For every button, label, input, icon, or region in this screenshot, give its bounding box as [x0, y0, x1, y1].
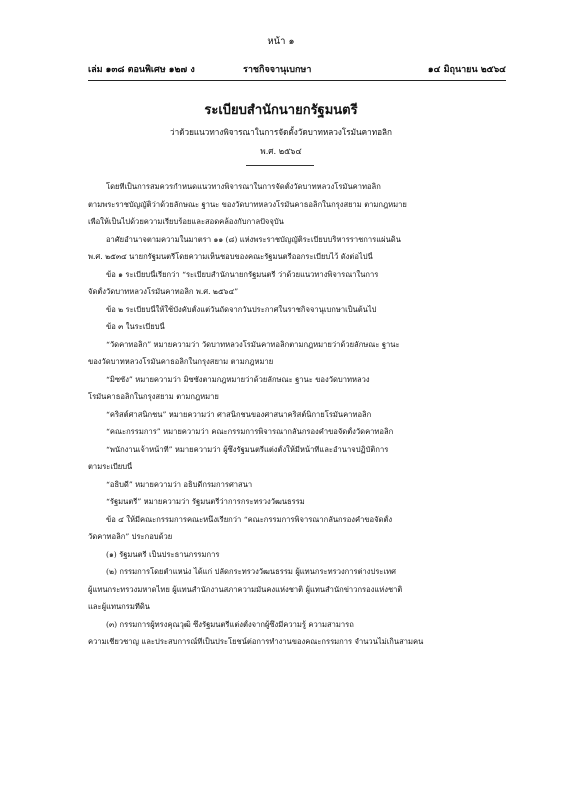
- body-line: “รัฐมนตรี” หมายความว่า รัฐมนตรีว่าการกระทรวงวัฒนธรรม: [106, 497, 305, 506]
- header-rule: [88, 80, 506, 81]
- body-line: เพื่อให้เป็นไปด้วยความเรียบร้อยและสอดคล้องกับกาลปัจจุบัน: [88, 217, 284, 226]
- document-year: พ.ศ. ๒๕๖๔: [260, 146, 302, 156]
- body-line: พ.ศ. ๒๕๓๔ นายกรัฐมนตรีโดยความเห็นชอบของคณะรัฐมนตรีออกระเบียบไว้ ดังต่อไปนี้: [88, 252, 373, 261]
- body-line: “วัดคาทอลิก” หมายความว่า วัดบาทหลวงโรมันคาทอลิกตามกฎหมายว่าด้วยลักษณะ ฐานะ: [106, 339, 400, 349]
- body-line: (๓) กรรมการผู้ทรงคุณวุฒิ ซึ่งรัฐมนตรีแต่งตั้งจากผู้ซึ่งมีความรู้ ความสามารถ: [106, 619, 354, 629]
- body-line: “มิซซัง” หมายความว่า มิซซังตามกฎหมายว่าด้วยลักษณะ ฐานะ ของวัดบาทหลวง: [106, 374, 370, 384]
- body-line: ตามพระราชบัญญัติว่าด้วยลักษณะ ฐานะ ของวัดบาทหลวงโรมันคาธอลิกในกรุงสยาม ตามกฎหมาย: [88, 199, 407, 209]
- body-line: “คริสต์ศาสนิกชน” หมายความว่า ศาสนิกชนของศาสนาคริสต์นิกายโรมันคาทอลิก: [106, 409, 372, 419]
- body-line: “อธิบดี” หมายความว่า อธิบดีกรมการศาสนา: [106, 479, 253, 489]
- body-line: อาศัยอำนาจตามความในมาตรา ๑๑ (๘) แห่งพระราชบัญญัติระเบียบบริหารราชการแผ่นดิน: [106, 234, 401, 244]
- body-line: ข้อ ๑ ระเบียบนี้เรียกว่า “ระเบียบสำนักนายกรัฐมนตรี ว่าด้วยแนวทางพิจารณาในการ: [106, 269, 379, 279]
- page-number: หน้า ๑: [267, 36, 295, 47]
- title-separator: [246, 165, 314, 166]
- body-line: ผู้แทนกระทรวงมหาดไทย ผู้แทนสำนักงานสภาความมั่นคงแห่งชาติ ผู้แทนสำนักข่าวกรองแห่งชาติ: [88, 584, 403, 594]
- body-line: จัดตั้งวัดบาทหลวงโรมันคาทอลิก พ.ศ. ๒๕๖๔”: [88, 287, 239, 296]
- document-title: ระเบียบสำนักนายกรัฐมนตรี: [204, 103, 358, 118]
- volume-issue: เล่ม ๑๓๘ ตอนพิเศษ ๑๒๗ ง: [88, 65, 195, 75]
- body-line: “คณะกรรมการ” หมายความว่า คณะกรรมการพิจารณากลั่นกรองคำขอจัดตั้งวัดคาทอลิก: [106, 427, 394, 436]
- body-line: ความเชี่ยวชาญ และประสบการณ์ที่เป็นประโยชน์ต่อการทำงานของคณะกรรมการ จำนวนไม่เกินสามคน: [88, 637, 424, 646]
- body-line: ข้อ ๔ ให้มีคณะกรรมการคณะหนึ่งเรียกว่า “คณะกรรมการพิจารณากลั่นกรองคำขอจัดตั้ง: [106, 514, 393, 524]
- gazette-name: ราชกิจจานุเบกษา: [243, 65, 312, 75]
- body-line: ตามระเบียบนี้: [88, 462, 133, 471]
- body-line: และผู้แทนกรมที่ดิน: [88, 602, 150, 611]
- body-line: ของวัดบาทหลวงโรมันคาธอลิกในกรุงสยาม ตามกฎหมาย: [88, 357, 274, 366]
- body-line: ข้อ ๓ ในระเบียบนี้: [106, 322, 165, 331]
- body-line: โรมันคาธอลิกในกรุงสยาม ตามกฎหมาย: [88, 392, 219, 401]
- gazette-header: [88, 62, 506, 74]
- body-line: โดยที่เป็นการสมควรกำหนดแนวทางพิจารณาในการจัดตั้งวัดบาทหลวงโรมันคาทอลิก: [106, 182, 381, 191]
- document-subtitle: ว่าด้วยแนวทางพิจารณาในการจัดตั้งวัดบาทหลวงโรมันคาทอลิก: [170, 127, 392, 137]
- body-line: (๒) กรรมการโดยตำแหน่ง ได้แก่ ปลัดกระทรวงวัฒนธรรม ผู้แทนกระทรวงการต่างประเทศ: [106, 567, 396, 576]
- publication-date: ๑๔ มิถุนายน ๒๕๖๔: [427, 65, 506, 75]
- body-line: วัดคาทอลิก” ประกอบด้วย: [88, 532, 173, 541]
- body-line: (๑) รัฐมนตรี เป็นประธานกรรมการ: [106, 549, 220, 559]
- body-line: “พนักงานเจ้าหน้าที่” หมายความว่า ผู้ซึ่งรัฐมนตรีแต่งตั้งให้มีหน้าที่และอำนาจปฏิบัติการ: [106, 444, 389, 454]
- body-line: ข้อ ๒ ระเบียบนี้ให้ใช้บังคับตั้งแต่วันถัดจากวันประกาศในราชกิจจานุเบกษาเป็นต้นไป: [106, 304, 377, 314]
